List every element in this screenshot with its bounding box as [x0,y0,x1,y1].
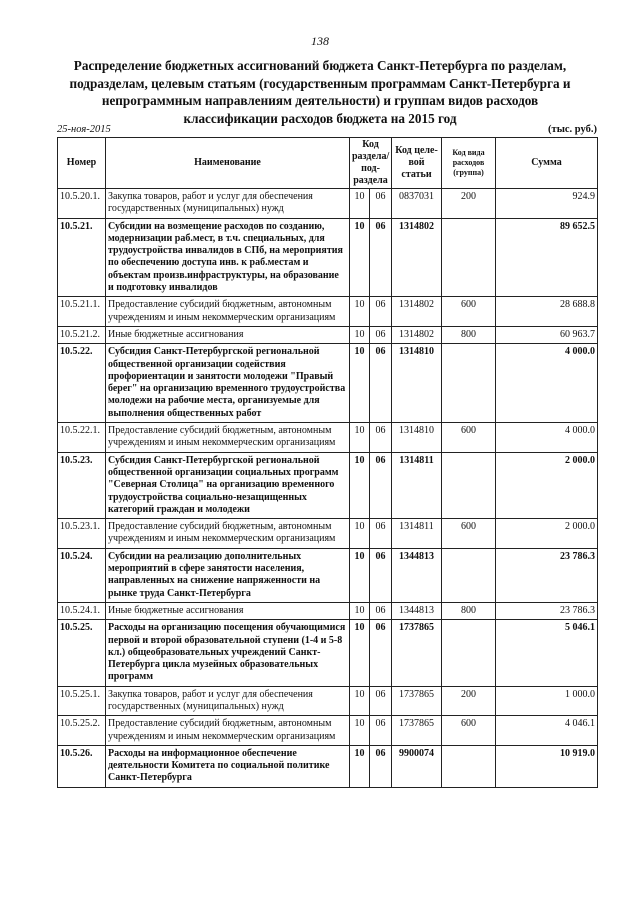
row-name: Предоставление субсидий бюджетным, автономным учреждениям и иным некоммерческим организациям [106,423,350,453]
row-subsection-code: 06 [370,620,392,686]
table-row [58,716,598,746]
row-sum: 10 919.0 [496,745,598,787]
header-name: Наименование [106,138,350,189]
row-section-code: 10 [350,716,370,746]
row-number: 10.5.20.1. [58,189,106,219]
row-expense-type-code [442,344,496,423]
row-name: Иные бюджетные ассигнования [106,326,350,343]
header-number: Номер [58,138,106,189]
table-row [58,519,598,549]
row-number: 10.5.25.1. [58,686,106,716]
row-expense-type-code [442,548,496,602]
row-sum: 5 046.1 [496,620,598,686]
row-name: Закупка товаров, работ и услуг для обеспечения государственных (муниципальных) нужд [106,189,350,219]
row-target-code: 0837031 [392,189,442,219]
row-expense-type-code: 600 [442,716,496,746]
row-number: 10.5.21.2. [58,326,106,343]
header-sum: Сумма [496,138,598,189]
table-row [58,326,598,343]
row-number: 10.5.23.1. [58,519,106,549]
row-section-code: 10 [350,548,370,602]
row-target-code: 1314810 [392,423,442,453]
row-expense-type-code [442,218,496,297]
row-sum: 28 688.8 [496,297,598,327]
row-section-code: 10 [350,189,370,219]
row-expense-type-code [442,620,496,686]
row-target-code: 1314802 [392,297,442,327]
row-subsection-code: 06 [370,297,392,327]
row-expense-type-code: 600 [442,297,496,327]
row-target-code: 1314811 [392,452,442,518]
row-subsection-code: 06 [370,344,392,423]
row-section-code: 10 [350,745,370,787]
row-sum: 2 000.0 [496,452,598,518]
table-row [58,602,598,619]
document-title: Распределение бюджетных ассигнований бюджета Санкт-Петербурга по разделам, подразделам, целевым статьям (государственным программам Санкт-Петербурга и непрограммным направлениям деятельности) и группам видов расходов классификации расходов бюджета на 2015 год [69,58,571,126]
row-number: 10.5.26. [58,745,106,787]
row-target-code: 1314802 [392,218,442,297]
row-expense-type-code [442,452,496,518]
table-row [58,423,598,453]
table-row [58,297,598,327]
row-section-code: 10 [350,297,370,327]
row-target-code: 1314811 [392,519,442,549]
page-number: 138 [311,34,329,48]
row-name: Иные бюджетные ассигнования [106,602,350,619]
row-section-code: 10 [350,452,370,518]
table-header-row [58,138,598,189]
table-row [58,548,598,602]
row-sum: 4 046.1 [496,716,598,746]
row-name: Предоставление субсидий бюджетным, автономным учреждениям и иным некоммерческим организациям [106,716,350,746]
row-sum: 924.9 [496,189,598,219]
row-subsection-code: 06 [370,423,392,453]
row-expense-type-code: 800 [442,602,496,619]
row-number: 10.5.21. [58,218,106,297]
table-row [58,745,598,787]
budget-table [57,137,598,788]
row-name: Закупка товаров, работ и услуг для обеспечения государственных (муниципальных) нужд [106,686,350,716]
row-number: 10.5.25. [58,620,106,686]
row-name: Субсидия Санкт-Петербургской региональной общественной организации содействия профориентации и занятости молодежи "Правый берег" на организацию временного трудоустройства молодежи на рабочие места, организуемые для выполнения общественных работ [106,344,350,423]
row-section-code: 10 [350,423,370,453]
row-target-code: 1314810 [392,344,442,423]
row-subsection-code: 06 [370,519,392,549]
row-number: 10.5.24. [58,548,106,602]
row-number: 10.5.21.1. [58,297,106,327]
row-target-code: 1737865 [392,620,442,686]
row-number: 10.5.25.2. [58,716,106,746]
row-expense-type-code: 800 [442,326,496,343]
row-expense-type-code: 200 [442,189,496,219]
row-subsection-code: 06 [370,686,392,716]
table-row [58,189,598,219]
row-target-code: 1344813 [392,548,442,602]
row-number: 10.5.22. [58,344,106,423]
row-expense-type-code: 600 [442,519,496,549]
row-number: 10.5.23. [58,452,106,518]
row-sum: 60 963.7 [496,326,598,343]
units-label: (тыс. руб.) [548,124,597,135]
row-subsection-code: 06 [370,602,392,619]
row-section-code: 10 [350,218,370,297]
row-subsection-code: 06 [370,716,392,746]
table-row [58,452,598,518]
row-name: Расходы на организацию посещения обучающимися первой и второй образовательной ступени (1-4 и 5-8 кл.) общеобразовательных учреждений Санкт-Петербурга цикла музейных образовательных программ [106,620,350,686]
row-expense-type-code: 600 [442,423,496,453]
row-number: 10.5.24.1. [58,602,106,619]
row-subsection-code: 06 [370,189,392,219]
row-subsection-code: 06 [370,745,392,787]
table-row [58,686,598,716]
row-section-code: 10 [350,686,370,716]
row-target-code: 1314802 [392,326,442,343]
row-name: Субсидия Санкт-Петербургской региональной общественной организации социальных программ "Северная Столица" на организацию временного трудоустройства социально-незащищенных категорий граждан и молодежи [106,452,350,518]
row-section-code: 10 [350,602,370,619]
row-expense-type-code: 200 [442,686,496,716]
row-name: Субсидии на возмещение расходов по созданию, модернизации раб.мест, в т.ч. специальных, для трудоустройства инвалидов в СПб, на мероприятия по обеспечению доступа инв. к раб.местам и объектам произв.инфраструктуры, на образование и подготовку инвалидов [106,218,350,297]
row-section-code: 10 [350,344,370,423]
row-section-code: 10 [350,519,370,549]
row-subsection-code: 06 [370,452,392,518]
row-name: Расходы на информационное обеспечение деятельности Комитета по социальной политике Санкт-Петербурга [106,745,350,787]
row-expense-type-code [442,745,496,787]
header-target-code: Код целе- вой статьи [392,138,442,189]
row-target-code: 1737865 [392,716,442,746]
row-subsection-code: 06 [370,218,392,297]
row-section-code: 10 [350,326,370,343]
row-target-code: 1344813 [392,602,442,619]
row-subsection-code: 06 [370,548,392,602]
row-sum: 1 000.0 [496,686,598,716]
row-sum: 89 652.5 [496,218,598,297]
header-expense-type-code: Код вида расходов (группа) [442,138,496,189]
row-subsection-code: 06 [370,326,392,343]
row-sum: 23 786.3 [496,548,598,602]
row-target-code: 9900074 [392,745,442,787]
header-section-code: Код раздела/ под- раздела [350,138,392,189]
row-sum: 4 000.0 [496,344,598,423]
row-number: 10.5.22.1. [58,423,106,453]
document-date: 25-ноя-2015 [57,124,111,135]
table-row [58,344,598,423]
row-name: Субсидии на реализацию дополнительных мероприятий в сфере занятости населения, направленных на снижение напряженности на рынке труда Санкт-Петербурга [106,548,350,602]
table-row [58,620,598,686]
row-target-code: 1737865 [392,686,442,716]
row-name: Предоставление субсидий бюджетным, автономным учреждениям и иным некоммерческим организациям [106,297,350,327]
table-row [58,218,598,297]
row-sum: 23 786.3 [496,602,598,619]
row-sum: 2 000.0 [496,519,598,549]
row-sum: 4 000.0 [496,423,598,453]
table-body [58,189,598,788]
row-section-code: 10 [350,620,370,686]
row-name: Предоставление субсидий бюджетным, автономным учреждениям и иным некоммерческим организациям [106,519,350,549]
